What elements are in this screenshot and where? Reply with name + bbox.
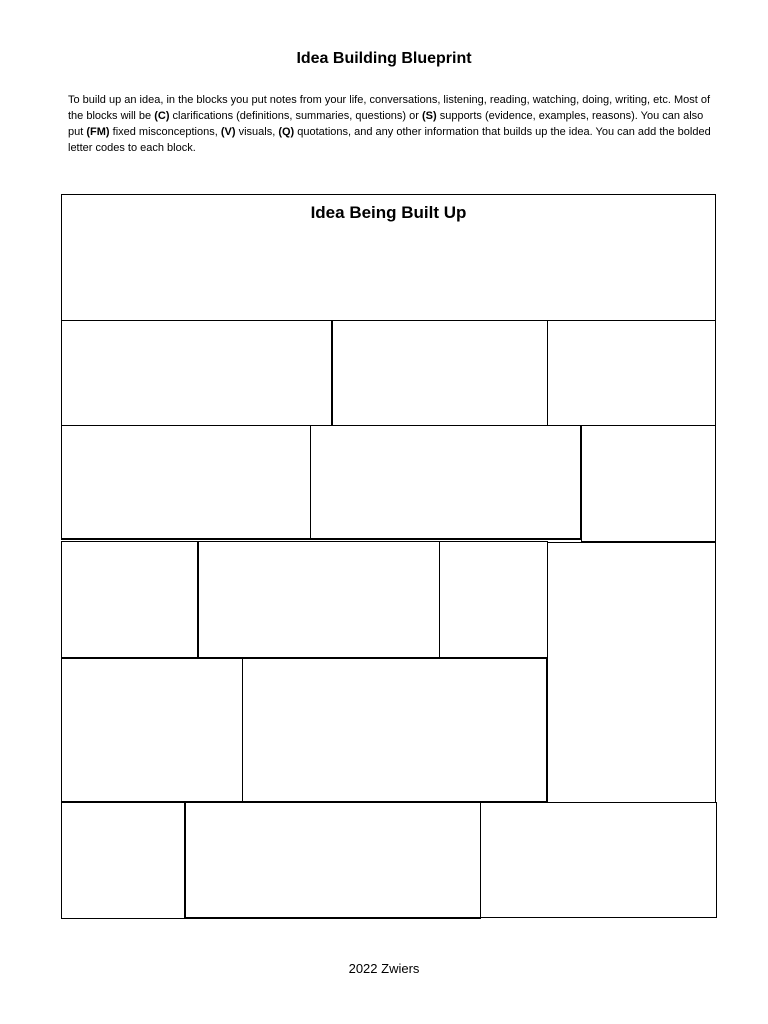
- footer-credit: 2022 Zwiers: [348, 961, 420, 976]
- instructions-paragraph: [68, 92, 716, 156]
- building-block[interactable]: [547, 542, 716, 803]
- building-block[interactable]: [198, 541, 440, 659]
- building-block[interactable]: [61, 657, 243, 803]
- letter-code: (C): [154, 110, 170, 122]
- instruction-text: visuals,: [235, 126, 279, 138]
- instruction-text: supports (evidence, examples, reasons). You can also put: [68, 110, 704, 138]
- letter-code: (Q): [278, 126, 295, 138]
- idea-heading: Idea Being Built Up: [310, 203, 467, 222]
- building-block[interactable]: [581, 425, 716, 543]
- building-block[interactable]: [61, 425, 311, 540]
- building-block[interactable]: [547, 320, 716, 426]
- building-block[interactable]: [185, 802, 481, 919]
- letter-code: (S): [421, 110, 437, 122]
- building-block[interactable]: [439, 541, 548, 659]
- building-block[interactable]: [61, 320, 333, 426]
- instruction-text: quotations, and any other information that builds up the idea. You can add the bolded letter codes to each block.: [68, 126, 711, 154]
- instruction-text: clarifications (definitions, summaries, questions) or: [169, 110, 422, 122]
- building-block[interactable]: [61, 541, 199, 659]
- building-block[interactable]: [332, 320, 548, 426]
- building-block[interactable]: [61, 802, 186, 919]
- building-block[interactable]: [242, 657, 548, 803]
- instruction-text: fixed misconceptions,: [109, 126, 221, 138]
- building-block[interactable]: [310, 425, 582, 540]
- letter-code: (FM): [86, 126, 110, 138]
- idea-block[interactable]: [61, 194, 716, 321]
- letter-code: (V): [220, 126, 236, 138]
- building-block[interactable]: [480, 802, 717, 918]
- page-title: Idea Building Blueprint: [296, 50, 472, 67]
- instruction-text: To build up an idea, in the blocks you put notes from your life, conversations, listening, reading, watching, doing, writing, etc. Most of the blocks will be: [68, 94, 711, 122]
